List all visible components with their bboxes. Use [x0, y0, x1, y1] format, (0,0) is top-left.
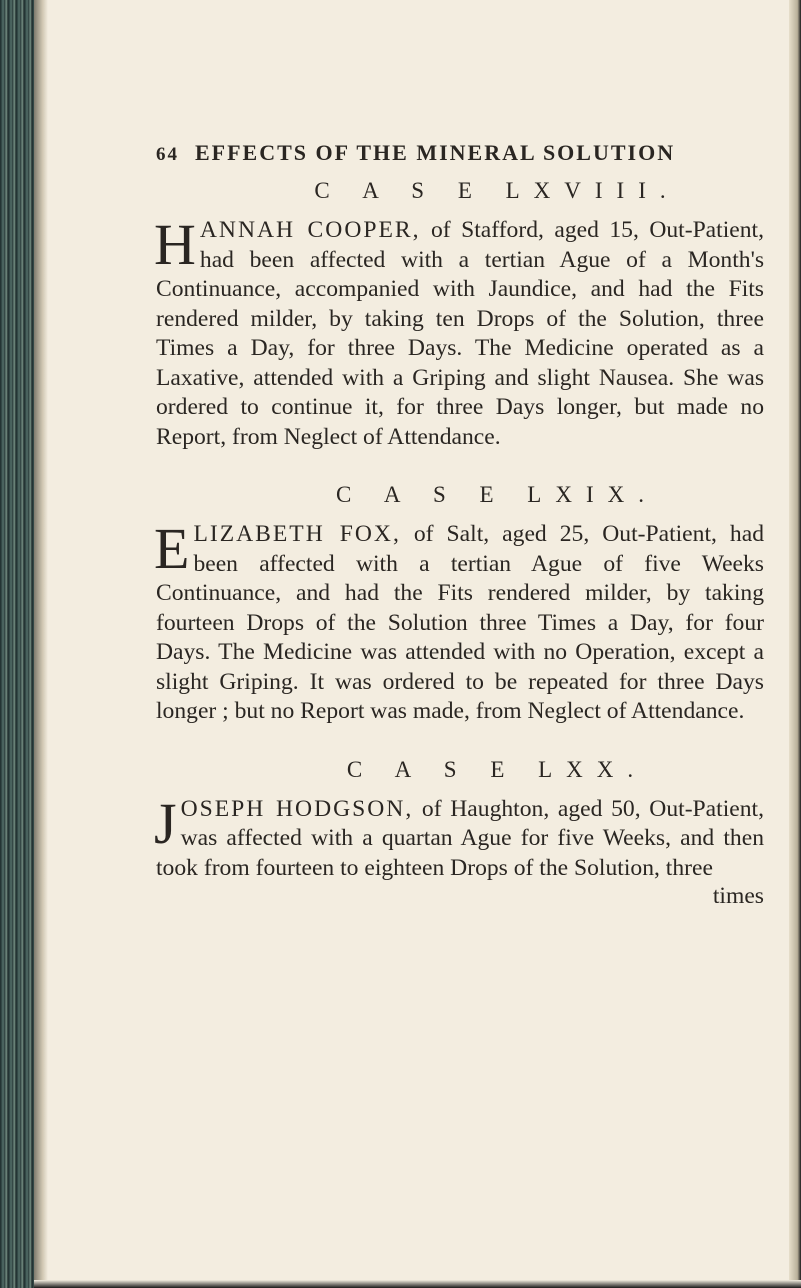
- page-content: [156, 140, 778, 910]
- case-paragraph: [154, 212, 764, 452]
- case-paragraph: [154, 790, 764, 884]
- drop-cap: E: [154, 516, 190, 581]
- case-text: of Salt, aged 25, Out-Patient, had been affected with a tertian Ague of five Weeks Continuance, and had the Fits rendered milder, by taking fourteen Drops of the Solution three Times a Day, for four Days. The Medicine was attended with no Operation, except a slight Griping. It was ordered to be repeated for three Days longer ; but no Report was made, from Neglect of Attendance.: [156, 521, 764, 724]
- case-heading: C A S E LXIX.: [336, 482, 658, 507]
- page-bottom-edge: [34, 1280, 801, 1288]
- patient-name: OSEPH HODGSON,: [180, 795, 414, 822]
- case-paragraph: [154, 516, 764, 727]
- page-right-edge: [789, 0, 801, 1288]
- running-title: EFFECTS OF THE MINERAL SOLUTION: [195, 140, 676, 165]
- case-heading: C A S E LXVIII.: [314, 178, 680, 203]
- patient-name: LIZABETH FOX,: [193, 521, 401, 547]
- page-number: 64: [156, 144, 179, 165]
- case-text: of Stafford, aged 15, Out-Patient, had been affected with a tertian Ague of a Month's Continuance, accompanied with Jaundice, and had the Fits rendered milder, by taking ten Drops of the Solution, three Times a Day, for three Days. The Medicine operated as a Laxative, attended with a Griping and slight Nausea. She was ordered to continue it, for three Days longer, but made no Report, from Neglect of Attendance.: [156, 217, 764, 450]
- case-heading: C A S E LXX.: [346, 756, 648, 782]
- drop-cap: J: [154, 790, 177, 856]
- patient-name: ANNAH COOPER,: [199, 217, 421, 243]
- drop-cap: H: [154, 212, 196, 277]
- book-spine: [0, 0, 34, 1288]
- case-text: of Haughton, aged 50, Out-Patient, was affected with a quartan Ague for five Weeks, and then took from fourteen to eighteen Drops of the Solution, three: [156, 795, 764, 881]
- running-head: [156, 140, 778, 166]
- gutter-shadow: [34, 0, 48, 1288]
- catchword: times: [712, 883, 764, 909]
